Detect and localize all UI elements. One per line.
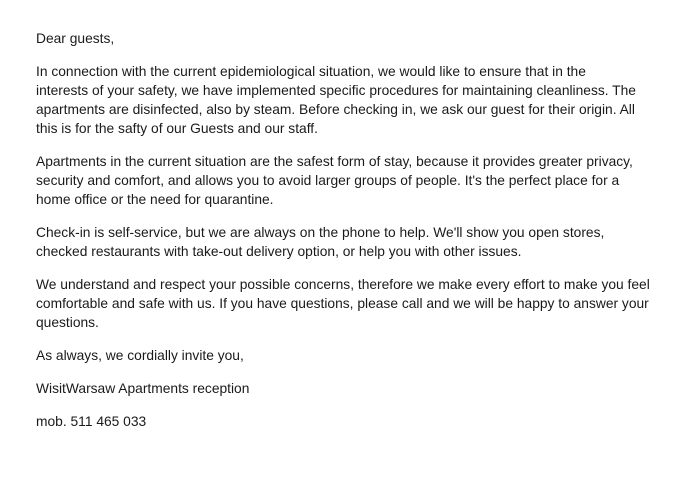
letter: [36, 29, 700, 445]
letter-paragraph-concerns: We understand and respect your possible concerns, therefore we make every effort to make you feel comfortable and safe with us. If you have questions, please call and we will be happy to answer your questions.: [36, 277, 650, 330]
letter-greeting: Dear guests,: [36, 31, 115, 46]
letter-signature: WisitWarsaw Apartments reception: [36, 381, 250, 396]
letter-paragraph-apartments: Apartments in the current situation are the safest form of stay, because it provides greater privacy, security and comfort, and allows you to avoid larger groups of people. It's the perfect place for a home office or the need for quarantine.: [36, 154, 633, 207]
letter-phone: mob. 511 465 033: [36, 414, 147, 429]
letter-paragraph-safety: In connection with the current epidemiological situation, we would like to ensure that in the interests of your safety, we have implemented specific procedures for maintaining cleanliness. The apartments are disinfected, also by steam. Before checking in, we ask our guest for their origin. All this is for the safty of our Guests and our staff.: [36, 64, 636, 136]
letter-closing: As always, we cordially invite you,: [36, 348, 244, 363]
letter-paragraph-checkin: Check-in is self-service, but we are always on the phone to help. We'll show you open stores, checked restaurants with take-out delivery option, or help you with other issues.: [36, 225, 605, 259]
